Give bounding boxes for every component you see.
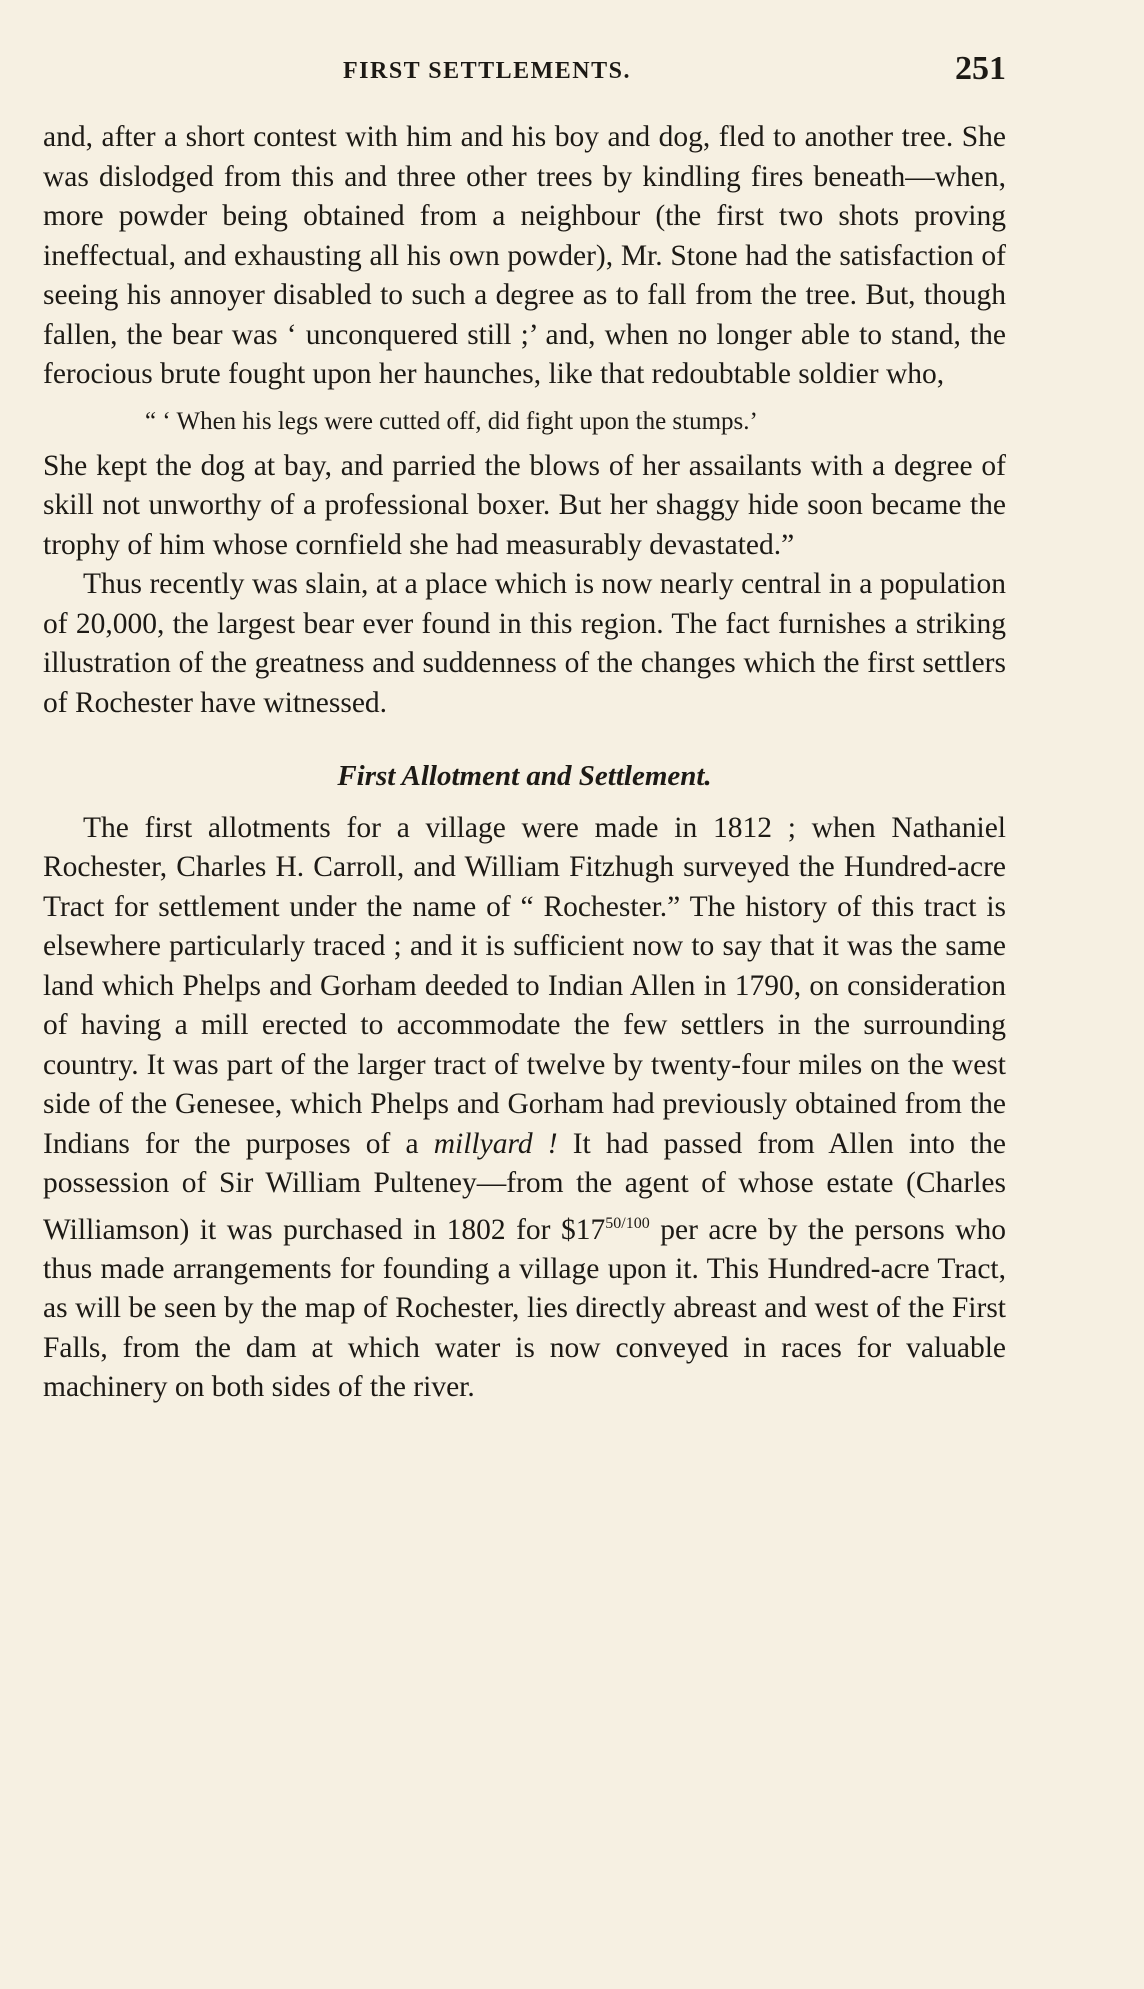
block-quote: “ ‘ When his legs were cutted off, did fight upon the stumps.’: [145, 407, 758, 435]
section-heading: First Allotment and Settlement.: [337, 760, 712, 792]
paragraph-bear-fight: and, after a short contest with him and his boy and dog, fled to another tree. She was dislodged from this and three other trees by kindling fires beneath—when, more powder being obtained from a neighbour (the first two shots proving ineffectual, and exhausting all his own powder), Mr. Stone had the satisfaction of seeing his annoyer disabled to such a degree as to fall from the tree. But, though fallen, the bear was ‘ unconquered still ;’ and, when no longer able to stand, the ferocious brute fought upon her haunches, like that redoubtable soldier who,: [43, 121, 1006, 390]
paragraph-text-part-2: It had passed from Allen into the possession of Sir William Pulteney—from the agent of whose estate (Charles Williamson) it was purchased in 1802 for $17: [43, 1127, 1007, 1246]
paragraph-first-allotments: [43, 809, 1006, 1408]
paragraph-text-part-1: The first allotments for a village were made in 1812 ; when Nathaniel Rochester, Charles H. Carroll, and William Fitzhugh surveyed the Hundred-acre Tract for settlement under the name of “ Rochester.” The history of this tract is elsewhere particularly traced ; and it is sufficient now to say that it was the same land which Phelps and Gorham deeded to Indian Allen in 1790, on consideration of having a mill erected to accommodate the few settlers in the surrounding country. It was part of the larger tract of twelve by twenty-four miles on the west side of the Genesee, which Phelps and Gorham had previously obtained from the Indians for the purposes of a: [43, 811, 1006, 1160]
running-title: FIRST SETTLEMENTS.: [343, 58, 631, 84]
paragraph-bear-conclusion: She kept the dog at bay, and parried the blows of her assailants with a degree of skill not unworthy of a professional boxer. But her shaggy hide soon became the trophy of him whose cornfield she had measurably devastated.”: [43, 449, 1006, 561]
paragraph-largest-bear: Thus recently was slain, at a place which is now nearly central in a population of 20,000, the largest bear ever found in this region. The fact furnishes a striking illustration of the greatness and suddenness of the changes which the first settlers of Rochester have witnessed.: [43, 568, 1006, 719]
paragraph-text-part-3: per acre by the persons who thus made arrangements for founding a village upon it. This Hundred-acre Tract, as will be seen by the map of Rochester, lies directly abreast and west of the First Falls, from the dam at which water is now conveyed in races for valuable machinery on both sides of the river.: [43, 1213, 1006, 1404]
page-number: 251: [955, 50, 1006, 87]
italic-millyard: millyard !: [433, 1127, 558, 1160]
page-header: [43, 42, 1006, 92]
body-text: [43, 118, 1006, 1408]
price-fraction: 50/100: [605, 1214, 650, 1232]
